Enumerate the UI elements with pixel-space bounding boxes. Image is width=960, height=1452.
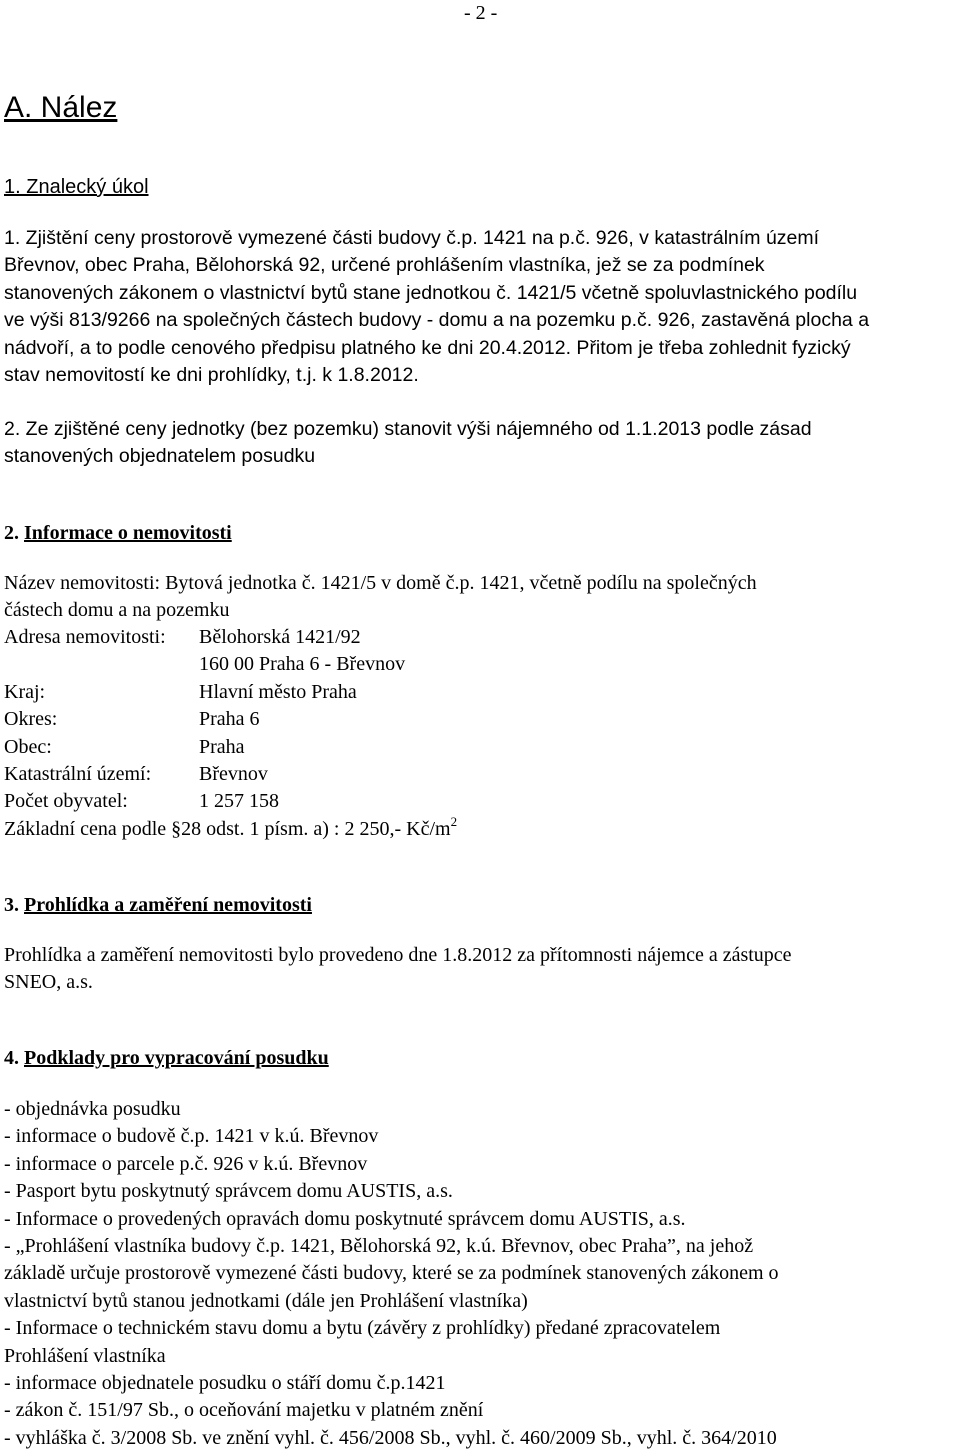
- list-item: - Pasport bytu poskytnutý správcem domu AUSTIS, a.s.: [4, 1180, 453, 1203]
- list-item: - informace objednatele posudku o stáří domu č.p.1421: [4, 1372, 446, 1395]
- base-price-row: [4, 813, 958, 843]
- unit-exponent: 2: [450, 813, 458, 829]
- text-line: SNEO, a.s.: [4, 971, 93, 994]
- text-line: Prohlídka a zaměření nemovitosti bylo provedeno dne 1.8.2012 za přítomnosti nájemce a zástupce: [4, 944, 792, 966]
- cadastral-label: Katastrální území:: [4, 762, 152, 785]
- text-line: stav nemovitostí ke dni prohlídky, t.j. k 1.8.2012.: [4, 364, 419, 387]
- address-value: Bělohorská 1421/92: [199, 626, 361, 648]
- property-details: [4, 624, 958, 843]
- text-line: 1. Zjištění ceny prostorově vymezené části budovy č.p. 1421 na p.č. 926, v katastrálním území: [4, 227, 820, 249]
- cadastral-value: Břevnov: [199, 762, 268, 785]
- text-line: ve výši 813/9266 na společných částech budovy - domu a na pozemku p.č. 926, zastavěná plocha a: [4, 309, 870, 332]
- list-item: - zákon č. 151/97 Sb., o oceňování majetku v platném znění: [4, 1399, 484, 1422]
- list-item: - Informace o provedených opravách domu poskytnuté správcem domu AUSTIS, a.s.: [4, 1207, 686, 1230]
- text-line: Název nemovitosti: Bytová jednotka č. 1421/5 v domě č.p. 1421, včetně podílu na společných: [4, 572, 757, 594]
- inspection-heading: [4, 892, 312, 918]
- okres-label: Okres:: [4, 708, 58, 731]
- text-line: stanovených objednatelem posudku: [4, 445, 316, 468]
- list-item: - „Prohlášení vlastníka budovy č.p. 1421, Bělohorská 92, k.ú. Břevnov, obec Praha”, na jehož: [4, 1235, 754, 1258]
- text-line: Břevnov, obec Praha, Bělohorská 92, určené prohlášením vlastníka, jež se za podmínek: [4, 254, 765, 277]
- property-name: [4, 570, 958, 625]
- property-info-heading: [4, 520, 232, 546]
- obec-label: Obec:: [4, 735, 52, 758]
- population-value: 1 257 158: [199, 790, 279, 813]
- heading-number: 2.: [4, 522, 19, 544]
- page-number: - 2 -: [464, 2, 498, 24]
- task-item-1: [4, 225, 958, 389]
- address-value-2: 160 00 Praha 6 - Břevnov: [199, 653, 406, 676]
- heading-number: 3.: [4, 894, 19, 916]
- cadastral-row: [4, 761, 958, 788]
- heading-text: Prohlídka a zaměření nemovitosti: [24, 894, 312, 916]
- population-row: [4, 788, 958, 815]
- address-row-2: [4, 651, 958, 678]
- list-item: Prohlášení vlastníka: [4, 1344, 166, 1367]
- heading-number: 4.: [4, 1047, 19, 1069]
- base-price-text: [4, 813, 458, 843]
- kraj-row: [4, 679, 958, 706]
- obec-row: [4, 734, 958, 761]
- list-item: - Informace o technickém stavu domu a bytu (závěry z prohlídky) předané zpracovatelem: [4, 1317, 721, 1340]
- text-line: stanovených zákonem o vlastnictví bytů stane jednotkou č. 1421/5 včetně spoluvlastnického podílu: [4, 281, 858, 304]
- task-item-2: [4, 416, 958, 471]
- heading-text: Podklady pro vypracování posudku: [24, 1047, 329, 1069]
- text-line: částech domu a na pozemku: [4, 599, 230, 622]
- section-title: A. Nález: [4, 91, 118, 124]
- base-price-value: Základní cena podle §28 odst. 1 písm. a) : 2 250,- Kč/m: [4, 817, 451, 840]
- sources-heading: [4, 1045, 329, 1071]
- task-heading: 1. Znalecký úkol: [4, 176, 149, 198]
- address-row: [4, 624, 958, 651]
- kraj-label: Kraj:: [4, 680, 46, 703]
- list-item: - informace o parcele p.č. 926 v k.ú. Břevnov: [4, 1152, 368, 1175]
- list-item: vlastnictví bytů stanou jednotkami (dále jen Prohlášení vlastníka): [4, 1289, 528, 1312]
- list-item: - vyhláška č. 3/2008 Sb. ve znění vyhl. č. 456/2008 Sb., vyhl. č. 460/2009 Sb., vyhl. č. 364/2010: [4, 1426, 777, 1449]
- list-item: - objednávka posudku: [4, 1098, 181, 1120]
- address-label: Adresa nemovitosti:: [4, 626, 166, 648]
- heading-text: Informace o nemovitosti: [24, 522, 232, 544]
- text-line: nádvoří, a to podle cenového předpisu platného ke dni 20.4.2012. Přitom je třeba zohlednit fyzický: [4, 336, 851, 359]
- inspection-text: [4, 942, 958, 997]
- list-item: základě určuje prostorově vymezené části budovy, které se za podmínek stanovených zákonem o: [4, 1262, 779, 1285]
- text-line: 2. Ze zjištěné ceny jednotky (bez pozemku) stanovit výši nájemného od 1.1.2013 podle zásad: [4, 418, 812, 440]
- obec-value: Praha: [199, 735, 245, 758]
- population-label: Počet obyvatel:: [4, 790, 128, 813]
- list-item: - informace o budově č.p. 1421 v k.ú. Břevnov: [4, 1125, 379, 1148]
- kraj-value: Hlavní město Praha: [199, 680, 357, 703]
- okres-row: [4, 706, 958, 733]
- okres-value: Praha 6: [199, 708, 260, 731]
- sources-list: [4, 1096, 958, 1452]
